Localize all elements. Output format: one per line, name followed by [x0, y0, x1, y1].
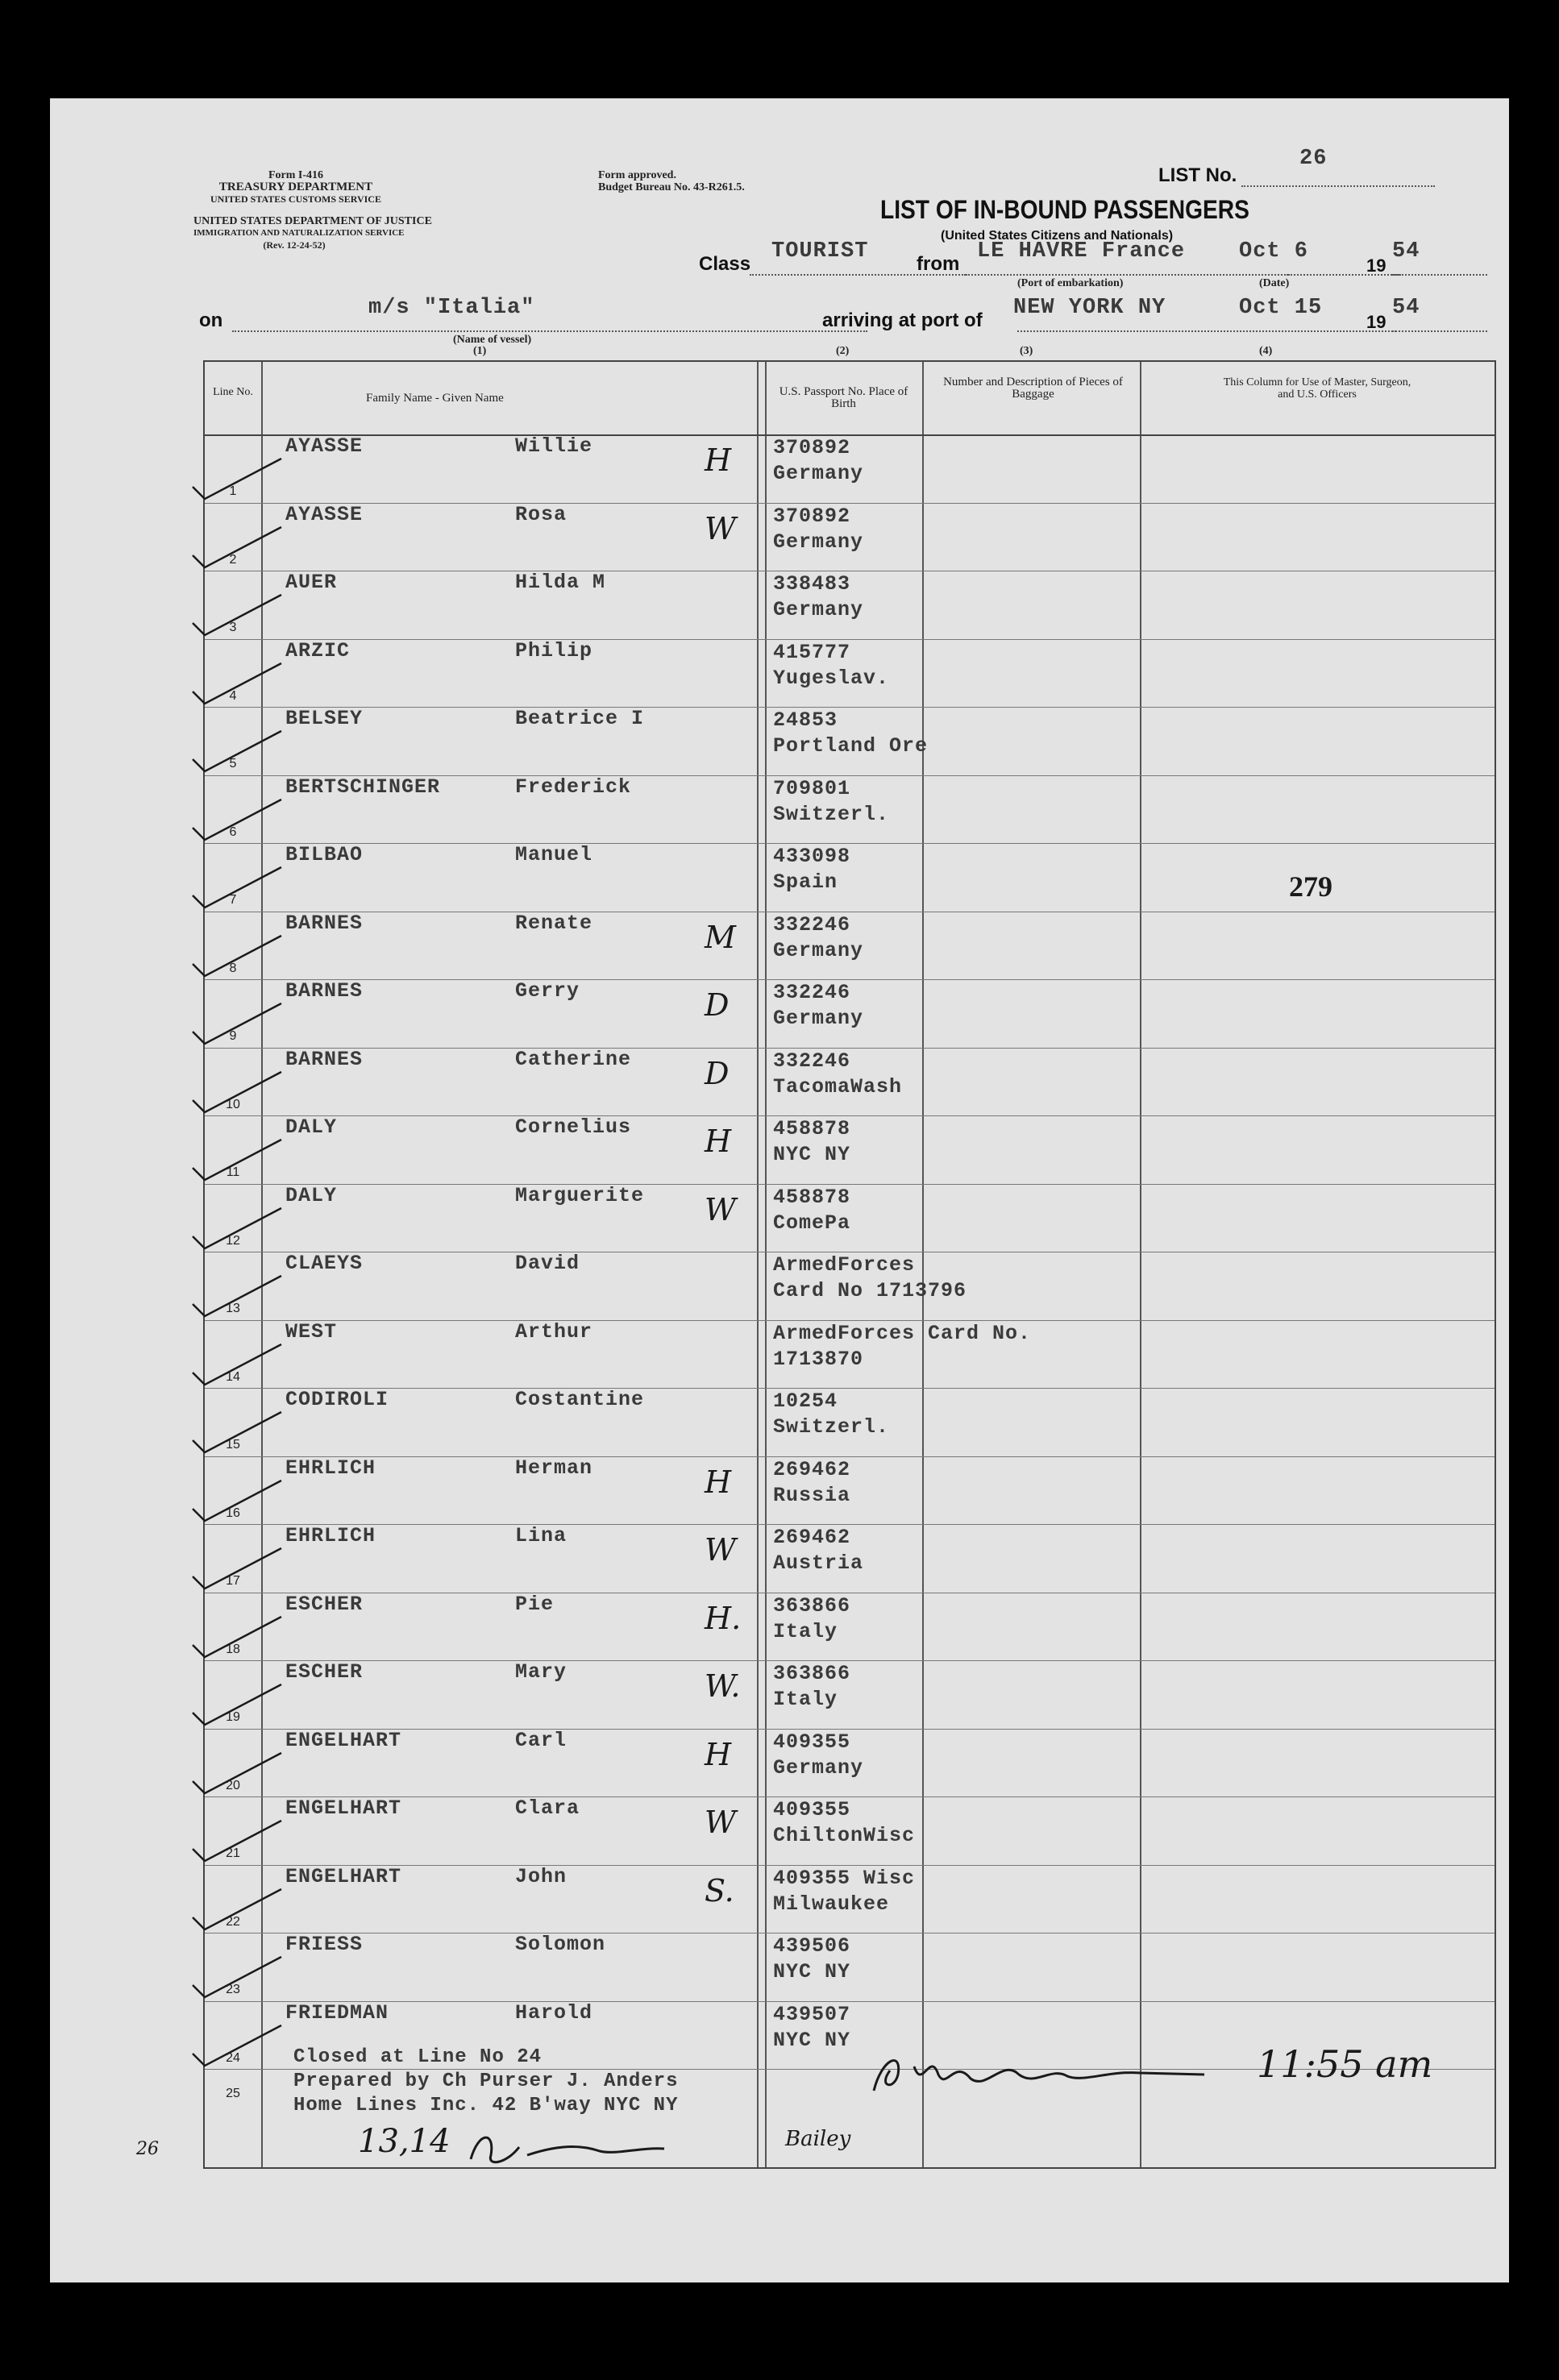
place-of-birth: Switzerl.	[773, 802, 890, 826]
family-name: BILBAO	[285, 843, 364, 866]
place-of-birth: Milwaukee	[773, 1892, 890, 1916]
check-mark	[189, 1404, 285, 1460]
place-of-birth: NYC NY	[773, 1960, 851, 1983]
line-number: 22	[226, 1914, 240, 1929]
ins-title: IMMIGRATION AND NATURALIZATION SERVICE	[193, 228, 405, 238]
line-number: 4	[229, 688, 237, 703]
table-row	[205, 639, 1495, 708]
page-subtitle: (United States Citizens and Nationals)	[941, 229, 1174, 243]
relation-mark: H	[705, 1736, 732, 1772]
from-label: from	[917, 253, 960, 275]
relation-mark: M	[705, 919, 736, 955]
passport-number: 332246	[773, 912, 851, 937]
col-baggage-header: Number and Description of Pieces of Baggage	[943, 376, 1123, 401]
table-row	[205, 1184, 1495, 1252]
relation-mark: W.	[705, 1668, 741, 1704]
passport-number: 409355	[773, 1798, 851, 1821]
family-name: EHRLICH	[285, 1456, 376, 1480]
vessel-line	[232, 330, 867, 332]
place-of-birth: Yugeslav.	[773, 666, 890, 690]
place-of-birth: Germany	[773, 530, 864, 554]
line-number: 25	[226, 2087, 240, 2100]
family-name: DALY	[285, 1115, 338, 1139]
family-name: ENGELHART	[285, 1796, 402, 1820]
passport-number: 338483	[773, 572, 851, 596]
passport-number: 363866	[773, 1593, 851, 1618]
place-of-birth: Card No 1713796	[773, 1279, 967, 1302]
form-approved: Form approved.	[598, 169, 676, 181]
given-name: Philip	[515, 638, 593, 662]
given-name: John	[515, 1864, 567, 1888]
passport-number: ArmedForces	[773, 1253, 916, 1277]
depart-date: Oct 6	[1239, 239, 1309, 264]
closing-company: Home Lines Inc. 42 B'way NYC NY	[293, 2095, 679, 2116]
family-name: ARZIC	[285, 638, 351, 662]
table-row	[205, 912, 1495, 980]
table-row	[205, 1388, 1495, 1456]
place-of-birth: Austria	[773, 1551, 864, 1575]
passport-number: 363866	[773, 1662, 851, 1685]
family-name: CLAEYS	[285, 1252, 364, 1275]
check-mark	[189, 995, 285, 1052]
year-prefix-1: 19	[1366, 255, 1386, 276]
handwritten-lines-note: 13,14	[358, 2123, 451, 2160]
table-row	[205, 1524, 1495, 1593]
family-name: EHRLICH	[285, 1524, 376, 1547]
line-number: 23	[226, 1983, 240, 1996]
table-row	[205, 1796, 1495, 1865]
list-no-line	[1241, 185, 1435, 187]
relation-mark: W	[705, 1191, 737, 1227]
line-number: 24	[226, 2050, 240, 2065]
given-name: Renate	[515, 911, 593, 935]
table-row	[205, 1593, 1495, 1661]
family-name: BARNES	[285, 979, 364, 1003]
check-mark	[189, 1132, 285, 1188]
check-mark	[189, 1064, 285, 1120]
line-number: 13	[226, 1302, 240, 1315]
closing-closed: Closed at Line No 24	[293, 2046, 543, 2068]
arrival-date: Oct 15	[1239, 296, 1323, 320]
table-row	[205, 1933, 1495, 2001]
place-of-birth: NYC NY	[773, 1143, 851, 1166]
table-row	[205, 434, 1495, 503]
given-name: Rosa	[515, 502, 567, 526]
port-caption: (Port of embarkation)	[1017, 277, 1124, 289]
doj-title: UNITED STATES DEPARTMENT OF JUSTICE	[193, 215, 432, 227]
manifest-page	[50, 98, 1509, 2282]
given-name: Mary	[515, 1660, 567, 1684]
place-of-birth: Germany	[773, 462, 864, 485]
place-of-birth: NYC NY	[773, 2028, 851, 2052]
line-number: 20	[226, 1778, 240, 1792]
given-name: Cornelius	[515, 1115, 632, 1139]
passport-number: 24853	[773, 708, 838, 732]
family-name: ENGELHART	[285, 1728, 402, 1752]
handwritten-time: 11:55 am	[1257, 2042, 1433, 2086]
closing-prepared: Prepared by Ch Purser J. Anders	[293, 2071, 679, 2092]
passport-number: ArmedForces Card No.	[773, 1321, 1032, 1345]
passport-number: 709801	[773, 776, 851, 800]
table-row	[205, 1865, 1495, 1933]
family-name: BARNES	[285, 1047, 364, 1071]
family-name: CODIROLI	[285, 1388, 389, 1411]
table-row	[205, 1252, 1495, 1320]
arrival-port: NEW YORK NY	[1013, 296, 1166, 320]
given-name: Solomon	[515, 1933, 606, 1956]
given-name: Gerry	[515, 979, 580, 1003]
check-mark	[189, 1609, 285, 1665]
line-number: 15	[226, 1438, 240, 1452]
place-of-birth: Switzerl.	[773, 1415, 890, 1439]
table-row	[205, 1048, 1495, 1116]
family-name: FRIESS	[285, 1933, 364, 1956]
relation-mark: H	[705, 1464, 732, 1500]
on-label: on	[199, 309, 223, 331]
given-name: Lina	[515, 1524, 567, 1547]
given-name: Frederick	[515, 775, 632, 799]
table-row	[205, 1115, 1495, 1184]
table-row	[205, 1320, 1495, 1389]
check-mark	[189, 791, 285, 848]
given-name: Clara	[515, 1796, 580, 1820]
passport-number: 409355	[773, 1730, 851, 1754]
passport-number: 433098	[773, 845, 851, 868]
check-mark	[189, 451, 285, 507]
place-of-birth: Italy	[773, 1619, 838, 1643]
arriving-label: arriving at port of	[822, 309, 983, 331]
check-mark	[189, 1268, 285, 1324]
vessel-value: m/s "Italia"	[368, 296, 535, 320]
place-of-birth: ChiltonWisc	[773, 1824, 916, 1847]
passenger-table	[136, 360, 1496, 2169]
line-number: 14	[226, 1369, 240, 1384]
line-number: 18	[226, 1642, 240, 1656]
check-mark	[189, 1540, 285, 1597]
check-mark	[189, 859, 285, 916]
given-name: Beatrice I	[515, 707, 645, 730]
passport-number: 458878	[773, 1117, 851, 1140]
revision: (Rev. 12-24-52)	[263, 239, 326, 251]
family-name: DALY	[285, 1183, 338, 1207]
family-name: WEST	[285, 1319, 338, 1344]
date-caption: (Date)	[1259, 277, 1290, 289]
line-number: 17	[226, 1574, 240, 1588]
passport-number: 439507	[773, 2002, 851, 2026]
given-name: Willie	[515, 434, 593, 458]
line-number: 6	[229, 824, 237, 839]
relation-mark: W	[705, 510, 737, 546]
given-name: Catherine	[515, 1047, 632, 1071]
col2-caption: (2)	[836, 345, 850, 357]
family-name: BERTSCHINGER	[285, 775, 441, 799]
line-number: 7	[229, 893, 237, 907]
relation-mark: H.	[705, 1600, 742, 1636]
check-mark	[189, 1200, 285, 1256]
relation-mark: W	[705, 1532, 737, 1568]
place-of-birth: Germany	[773, 1007, 864, 1030]
given-name: Herman	[515, 1456, 593, 1480]
family-name: ESCHER	[285, 1660, 364, 1684]
family-name: BARNES	[285, 911, 364, 935]
check-mark	[189, 1745, 285, 1801]
check-mark	[189, 655, 285, 712]
check-mark	[189, 928, 285, 984]
line-number: 5	[229, 757, 237, 770]
class-label: Class	[699, 253, 751, 275]
passport-number: 439506	[773, 1934, 851, 1958]
place-of-birth: Portland Ore	[773, 734, 929, 758]
form-number-block	[191, 169, 401, 206]
year-line-1	[1392, 274, 1487, 276]
handwritten-side-number: 26	[136, 2139, 159, 2159]
table-row	[205, 503, 1495, 571]
table-row	[205, 707, 1495, 775]
list-no-value: 26	[1299, 147, 1328, 171]
place-of-birth: Germany	[773, 1755, 864, 1780]
line-number: 19	[226, 1710, 240, 1724]
from-value: LE HAVRE France	[977, 239, 1186, 264]
relation-mark: H	[705, 442, 732, 478]
place-of-birth: Germany	[773, 938, 864, 962]
list-no-label: LIST No.	[1158, 164, 1237, 186]
line-number: 10	[226, 1097, 240, 1111]
place-of-birth: Spain	[773, 870, 838, 894]
passport-number: 332246	[773, 981, 851, 1004]
relation-mark: D	[705, 1055, 730, 1091]
family-name: AYASSE	[285, 434, 364, 458]
line-number: 12	[226, 1233, 240, 1248]
given-name: David	[515, 1252, 580, 1275]
year-prefix-2: 19	[1366, 312, 1386, 332]
given-name: Manuel	[515, 843, 593, 866]
given-name: Carl	[515, 1728, 567, 1752]
line-number: 21	[226, 1846, 240, 1860]
table-row	[205, 1660, 1495, 1729]
family-name: FRIEDMAN	[285, 2000, 389, 2025]
class-value: TOURIST	[771, 239, 869, 264]
line-number: 9	[229, 1029, 237, 1043]
passport-number: 370892	[773, 436, 851, 459]
family-name: ENGELHART	[285, 1864, 402, 1888]
line-number: 2	[229, 552, 237, 567]
given-name: Hilda M	[515, 571, 606, 594]
handwritten-signer: Bailey	[785, 2127, 851, 2151]
form-approved-block	[598, 169, 745, 193]
family-name: BELSEY	[285, 707, 364, 730]
handwritten-signature	[866, 2042, 1237, 2107]
passport-number: 332246	[773, 1049, 851, 1073]
given-name: Marguerite	[515, 1183, 645, 1207]
check-mark	[189, 1336, 285, 1393]
check-mark	[189, 1472, 285, 1529]
relation-mark: H	[705, 1124, 732, 1159]
line-number: 16	[226, 1506, 240, 1520]
check-mark	[189, 1676, 285, 1733]
check-mark	[189, 1813, 285, 1869]
check-mark	[189, 723, 285, 779]
passport-number: 269462	[773, 1526, 851, 1549]
check-mark	[189, 519, 285, 575]
family-name: ESCHER	[285, 1592, 364, 1616]
arrival-port-line	[1017, 330, 1396, 332]
given-name: Harold	[515, 2000, 593, 2025]
page-title: LIST OF IN-BOUND PASSENGERS	[880, 195, 1249, 224]
vessel-caption: (Name of vessel)	[453, 334, 532, 346]
passport-number: 458878	[773, 1185, 851, 1209]
given-name: Pie	[515, 1592, 555, 1616]
table-row	[205, 1729, 1495, 1797]
passport-number: 10254	[773, 1389, 838, 1413]
relation-mark: D	[705, 987, 730, 1023]
relation-mark: S.	[705, 1872, 734, 1909]
check-mark	[189, 587, 285, 643]
table-row	[205, 979, 1495, 1048]
col1-caption: (1)	[473, 345, 487, 357]
place-of-birth: Germany	[773, 598, 864, 621]
check-mark	[189, 1949, 285, 2005]
table-row	[205, 571, 1495, 639]
col-line-no-header: Line No.	[213, 386, 253, 398]
table-row	[205, 1456, 1495, 1525]
table-row	[205, 775, 1495, 844]
year-2: 54	[1392, 296, 1420, 320]
given-name: Costantine	[515, 1388, 645, 1411]
col-passport-header: U.S. Passport No. Place of Birth	[779, 385, 908, 410]
customs-service: UNITED STATES CUSTOMS SERVICE	[210, 193, 381, 205]
passport-number: 409355 Wisc	[773, 1866, 916, 1890]
passport-number: 415777	[773, 640, 851, 664]
family-name: AUER	[285, 571, 338, 594]
place-of-birth: ComePa	[773, 1211, 851, 1235]
place-of-birth: 1713870	[773, 1347, 864, 1371]
officer-note: 279	[1289, 870, 1332, 903]
place-of-birth: Russia	[773, 1483, 851, 1507]
col3-caption: (3)	[1020, 345, 1033, 357]
col4-caption: (4)	[1259, 345, 1273, 357]
given-name: Arthur	[515, 1319, 593, 1344]
place-of-birth: Italy	[773, 1688, 838, 1711]
form-number: Form I-416	[268, 169, 324, 181]
handwritten-initials	[463, 2123, 672, 2171]
col-officers-header: This Column for Use of Master, Surgeon, and U.S. Officers	[1223, 376, 1411, 401]
treasury-dept: TREASURY DEPARTMENT	[218, 181, 373, 193]
line-number: 11	[226, 1165, 240, 1179]
place-of-birth: TacomaWash	[773, 1074, 903, 1099]
year-1: 54	[1392, 239, 1420, 264]
line-number: 8	[229, 961, 237, 975]
from-line	[966, 274, 1288, 276]
passport-number: 370892	[773, 504, 851, 528]
line-number: 3	[229, 621, 237, 634]
family-name: AYASSE	[285, 502, 364, 526]
relation-mark: W	[705, 1805, 737, 1840]
check-mark	[189, 2017, 285, 2074]
passport-number: 269462	[773, 1457, 851, 1481]
doj-block	[193, 215, 432, 251]
budget-bureau: Budget Bureau No. 43-R261.5.	[598, 181, 745, 193]
year-line-2	[1392, 330, 1487, 332]
check-mark	[189, 1881, 285, 1938]
line-number: 1	[229, 484, 237, 498]
col-name-header: Family Name - Given Name	[366, 392, 504, 405]
